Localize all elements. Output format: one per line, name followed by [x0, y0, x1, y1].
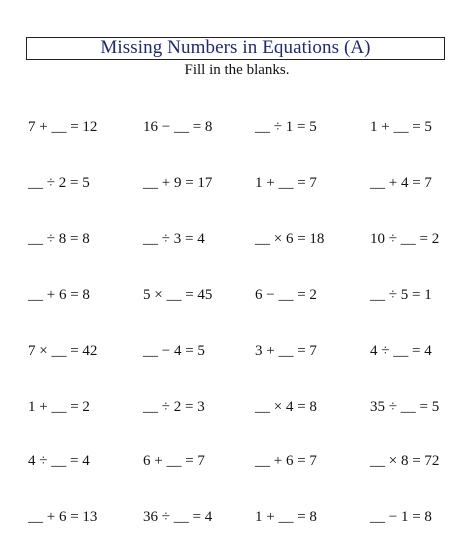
equation-r3-c3: __ × 6 = 18 — [255, 231, 325, 247]
equation-r8-c1: __ + 6 = 13 — [28, 509, 98, 525]
equation-r6-c4: 35 ÷ __ = 5 — [370, 399, 440, 415]
equation-r7-c4: __ × 8 = 72 — [370, 453, 440, 469]
equation-r7-c1: 4 ÷ __ = 4 — [28, 453, 90, 469]
equation-r5-c3: 3 + __ = 7 — [255, 343, 317, 359]
equation-r4-c1: __ + 6 = 8 — [28, 287, 90, 303]
equation-r5-c2: __ − 4 = 5 — [143, 343, 205, 359]
equation-r3-c2: __ ÷ 3 = 4 — [143, 231, 205, 247]
equation-r1-c4: 1 + __ = 5 — [370, 119, 432, 135]
equation-r6-c3: __ × 4 = 8 — [255, 399, 317, 415]
equation-r1-c2: 16 − __ = 8 — [143, 119, 213, 135]
equation-r7-c3: __ + 6 = 7 — [255, 453, 317, 469]
equation-r4-c4: __ ÷ 5 = 1 — [370, 287, 432, 303]
title-box — [26, 37, 445, 60]
equation-r5-c1: 7 × __ = 42 — [28, 343, 98, 359]
equation-r2-c3: 1 + __ = 7 — [255, 175, 317, 191]
worksheet-instructions: Fill in the blanks. — [184, 62, 290, 78]
equation-r5-c4: 4 ÷ __ = 4 — [370, 343, 432, 359]
equation-r4-c2: 5 × __ = 45 — [143, 287, 213, 303]
equation-r6-c1: 1 + __ = 2 — [28, 399, 90, 415]
worksheet-title: Missing Numbers in Equations (A) — [100, 37, 371, 58]
equation-r8-c4: __ − 1 = 8 — [370, 509, 432, 525]
equation-r1-c3: __ ÷ 1 = 5 — [255, 119, 317, 135]
equation-r8-c3: 1 + __ = 8 — [255, 509, 317, 525]
equation-r6-c2: __ ÷ 2 = 3 — [143, 399, 205, 415]
equation-r3-c4: 10 ÷ __ = 2 — [370, 231, 440, 247]
equation-r3-c1: __ ÷ 8 = 8 — [28, 231, 90, 247]
equation-r2-c1: __ ÷ 2 = 5 — [28, 175, 90, 191]
equation-r1-c1: 7 + __ = 12 — [28, 119, 98, 135]
equation-r7-c2: 6 + __ = 7 — [143, 453, 205, 469]
equation-r8-c2: 36 ÷ __ = 4 — [143, 509, 213, 525]
equation-r4-c3: 6 − __ = 2 — [255, 287, 317, 303]
equation-r2-c4: __ + 4 = 7 — [370, 175, 432, 191]
equation-r2-c2: __ + 9 = 17 — [143, 175, 213, 191]
